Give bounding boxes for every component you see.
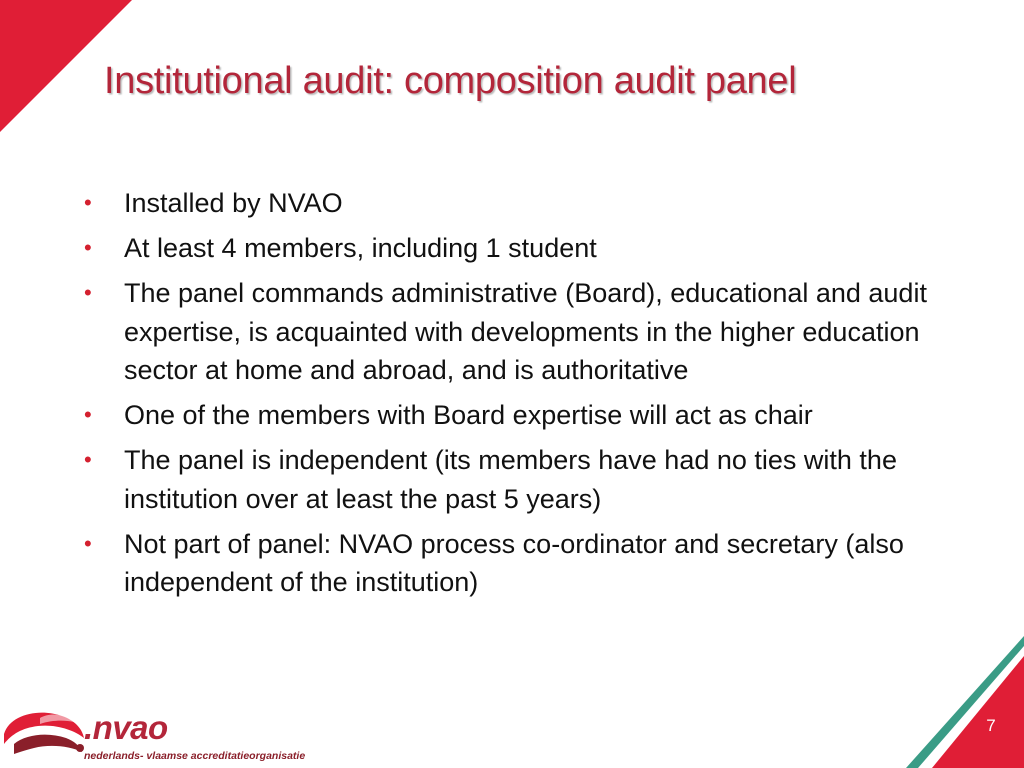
bullet-text: Installed by NVAO [124,188,343,218]
logo-tagline: nederlands- vlaamse accreditatieorganisatie [84,750,306,762]
slide-title: Institutional audit: composition audit panel [104,60,797,102]
bullet-marker-icon: • [84,190,92,215]
bullet-text: Not part of panel: NVAO process co-ordinator and secretary (also independent of the institution) [124,528,904,597]
bullet-marker-icon: • [84,530,92,556]
bullet-item [84,525,964,602]
bullet-item [84,396,964,435]
bullet-item [84,229,964,268]
bullet-item [84,184,964,223]
logo-swoosh-icon [0,704,92,756]
nvao-logo [0,700,306,768]
bullet-marker-icon: • [84,447,92,472]
bullet-text: The panel is independent (its members have had no ties with the institution over at least the past 5 years) [124,445,897,514]
bullet-marker-icon: • [84,402,92,427]
logo-wordmark: .nvao [84,709,168,746]
bullet-text: One of the members with Board expertise will act as chair [124,400,813,430]
bullet-item [84,441,964,518]
bullet-marker-icon: • [84,280,92,305]
bullet-marker-icon: • [84,235,92,260]
bullet-text: At least 4 members, including 1 student [124,233,597,263]
bullet-text: The panel commands administrative (Board), educational and audit expertise, is acquainted with developments in the higher education sector at home and abroad, and is authoritative [124,278,927,385]
corner-decoration-bottom-right [876,626,1024,768]
bullet-list [84,184,964,608]
page-number: 7 [986,716,996,735]
bullet-item [84,274,964,390]
